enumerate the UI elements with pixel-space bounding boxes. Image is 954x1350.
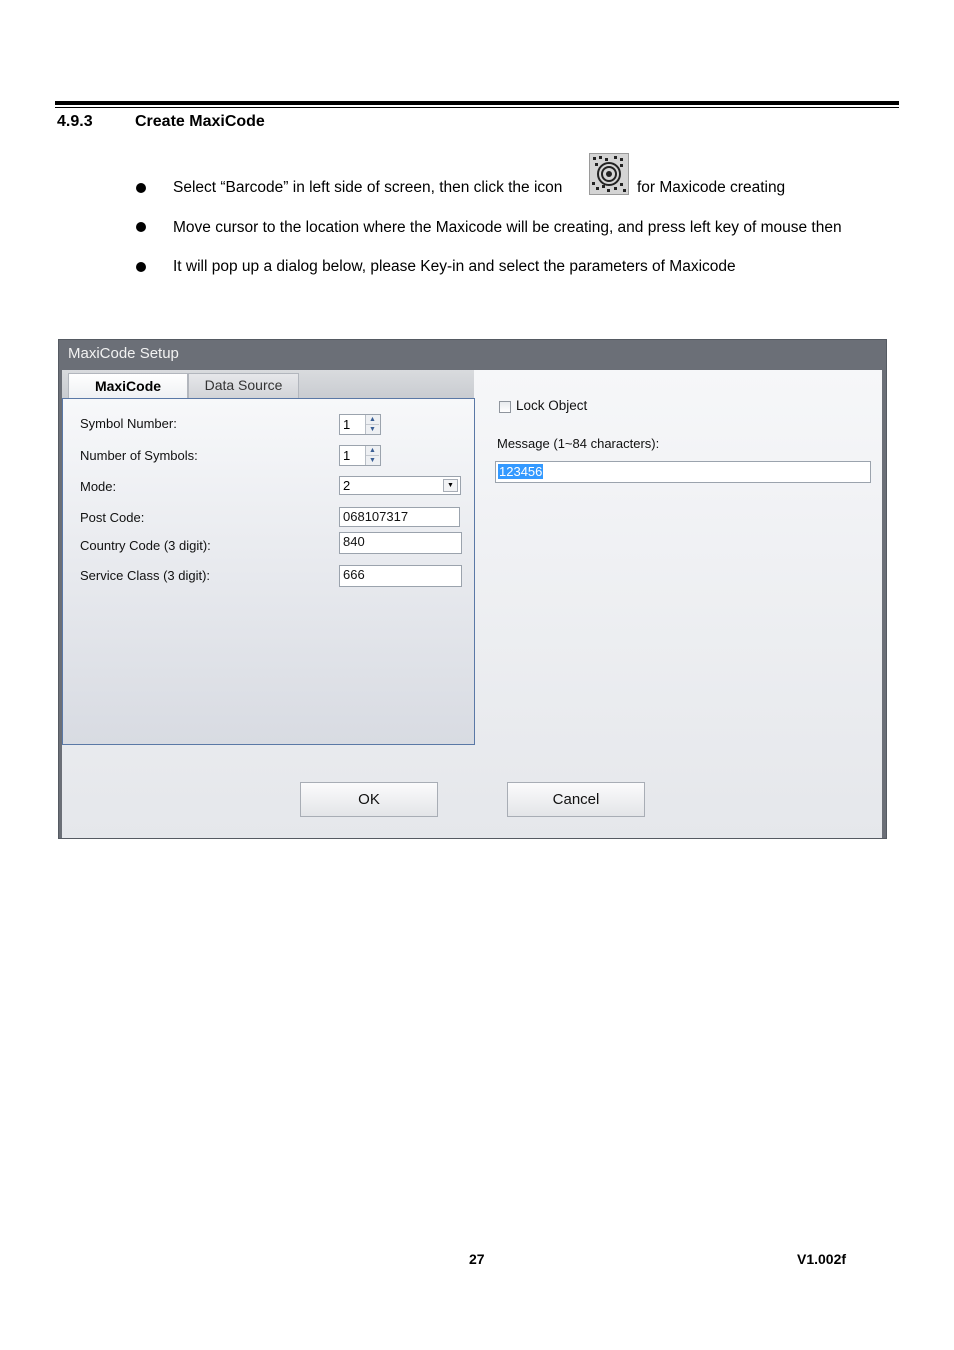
tab-data-source[interactable]: Data Source (188, 373, 299, 398)
page-number: 27 (469, 1251, 485, 1267)
bullet-text-1-part-2: for Maxicode creating (637, 179, 786, 196)
service-class-input[interactable]: 666 (339, 565, 462, 587)
service-class-label: Service Class (3 digit): (80, 568, 211, 583)
spin-down-icon[interactable]: ▼ (369, 426, 376, 433)
header-rule-thin (55, 107, 899, 108)
country-code-input[interactable]: 840 (339, 532, 462, 554)
bullet-dot (136, 183, 146, 193)
bullet-text-1-part-1: Select “Barcode” in left side of screen, then click the icon (173, 179, 563, 196)
country-code-label: Country Code (3 digit): (80, 538, 211, 553)
symbol-number-value: 1 (343, 417, 351, 432)
header-rule-thick (55, 101, 899, 105)
spinner-buttons (365, 446, 380, 465)
tab-maxicode[interactable]: MaxiCode (68, 373, 188, 399)
bullet-text-3: It will pop up a dialog below, please Key-in and select the parameters of Maxicode (173, 258, 736, 275)
bullet-dot (136, 222, 146, 232)
spin-up-icon[interactable]: ▲ (366, 446, 379, 456)
number-of-symbols-label: Number of Symbols: (80, 448, 198, 463)
ok-button[interactable]: OK (300, 782, 438, 817)
message-input[interactable] (495, 461, 871, 483)
post-code-label: Post Code: (80, 510, 145, 525)
maxicode-setup-dialog (58, 339, 887, 839)
post-code-input[interactable]: 068107317 (339, 507, 460, 527)
dialog-body (62, 370, 882, 838)
mode-select[interactable] (339, 476, 461, 495)
bullet-dot (136, 262, 146, 272)
symbol-number-spinner[interactable] (339, 414, 381, 435)
dialog-title: MaxiCode Setup (68, 345, 179, 362)
number-of-symbols-value: 1 (343, 448, 351, 463)
spin-down-icon[interactable]: ▼ (369, 457, 376, 464)
version-label: V1.002f (797, 1251, 847, 1267)
tab-strip (62, 370, 474, 398)
section-title: Create MaxiCode (135, 113, 265, 130)
lock-object-label: Lock Object (516, 398, 588, 413)
bullet-text-2: Move cursor to the location where the Maxicode will be creating, and press left key of mouse then (173, 219, 842, 236)
spinner-buttons (365, 415, 380, 434)
lock-object-checkbox[interactable] (499, 401, 511, 413)
spin-up-icon[interactable]: ▲ (366, 415, 379, 425)
section-number: 4.9.3 (57, 113, 93, 130)
mode-value: 2 (343, 478, 351, 493)
number-of-symbols-spinner[interactable] (339, 445, 381, 466)
message-value: 123456 (499, 464, 543, 479)
maxicode-tab-panel (62, 398, 475, 745)
cancel-button[interactable]: Cancel (507, 782, 645, 817)
symbol-number-label: Symbol Number: (80, 416, 177, 431)
maxicode-tool-icon (589, 153, 629, 195)
chevron-down-icon[interactable]: ▼ (443, 479, 458, 492)
mode-label: Mode: (80, 479, 117, 494)
message-label: Message (1~84 characters): (497, 436, 660, 451)
